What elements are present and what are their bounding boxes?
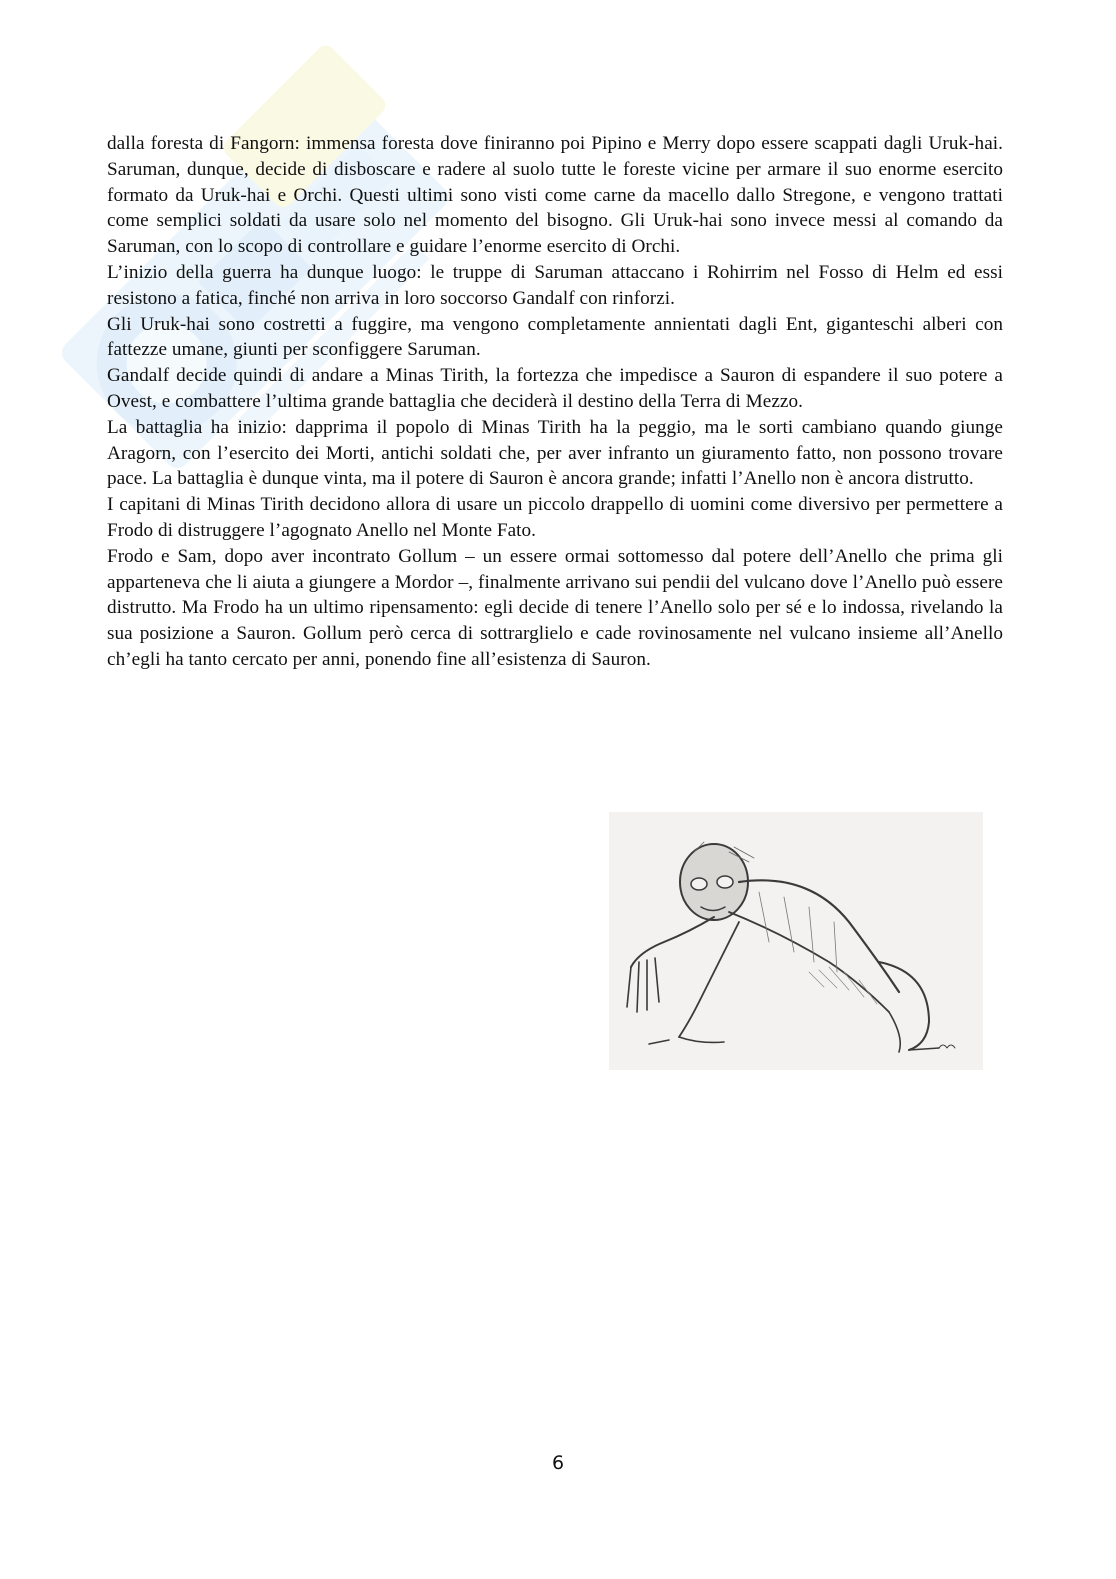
paragraph: Gandalf decide quindi di andare a Minas Tirith, la fortezza che impedisce a Sauron di espandere il suo potere a Ovest, e combattere l’ultima grande battaglia che deciderà il destino della Terra di Mezzo. — [107, 365, 1003, 412]
paragraph: L’inizio della guerra ha dunque luogo: le truppe di Saruman attaccano i Rohirrim nel Fosso di Helm ed essi resistono a fatica, finché non arriva in loro soccorso Gandalf con rinforzi. — [107, 261, 1003, 309]
paragraph: dalla foresta di Fangorn: immensa foresta dove finiranno poi Pipino e Merry dopo essere scappati dagli Uruk-hai. Saruman, dunque, decide di disboscare e radere al suolo tutte le foreste vicine per armare il suo enorme esercito formato da Uruk-hai e Orchi. Questi ultimi sono visti come carne da macello dallo Stregone, e vengono trattati come semplici soldati da usare solo nel momento del bisogno. Gli Uruk-hai sono invece messi al comando da Saruman, con lo scopo di controllare e guidare l’enorme esercito di Orchi. — [107, 133, 1003, 258]
gollum-sketch-illustration — [609, 812, 983, 1070]
paragraph: Frodo e Sam, dopo aver incontrato Gollum – un essere ormai sottomesso dal potere dell’Anello che prima gli apparteneva che li aiuta a giungere a Mordor –, finalmente arrivano sui pendii del vulcano dove l’Anello può essere distrutto. Ma Frodo ha un ultimo ripensamento: egli decide di tenere l’Anello solo per sé e lo indossa, rivelando la sua posizione a Sauron. Gollum però cerca di sottrarglielo e cade rovinosamente nel vulcano insieme all’Anello ch’egli ha tanto cercato per anni, ponendo fine all’esistenza di Sauron. — [107, 545, 1003, 670]
paragraph: I capitani di Minas Tirith decidono allora di usare un piccolo drappello di uomini come diversivo per permettere a Frodo di distruggere l’agognato Anello nel Monte Fato. — [107, 494, 1003, 541]
paragraph: Gli Uruk-hai sono costretti a fuggire, ma vengono completamente annientati dagli Ent, giganteschi alberi con fattezze umane, giunti per sconfiggere Saruman. — [107, 313, 1003, 361]
paragraph: La battaglia ha inizio: dapprima il popolo di Minas Tirith ha la peggio, ma le sorti cambiano quando giunge Aragorn, con l’esercito dei Morti, antichi soldati che, per aver infranto un giuramento fatto, non possono trovare pace. La battaglia è dunque vinta, ma il potere di Sauron è ancora grande; infatti l’Anello non è ancora distrutto. — [107, 416, 1003, 490]
body-text — [107, 131, 1003, 673]
page-number: 6 — [551, 1452, 565, 1474]
